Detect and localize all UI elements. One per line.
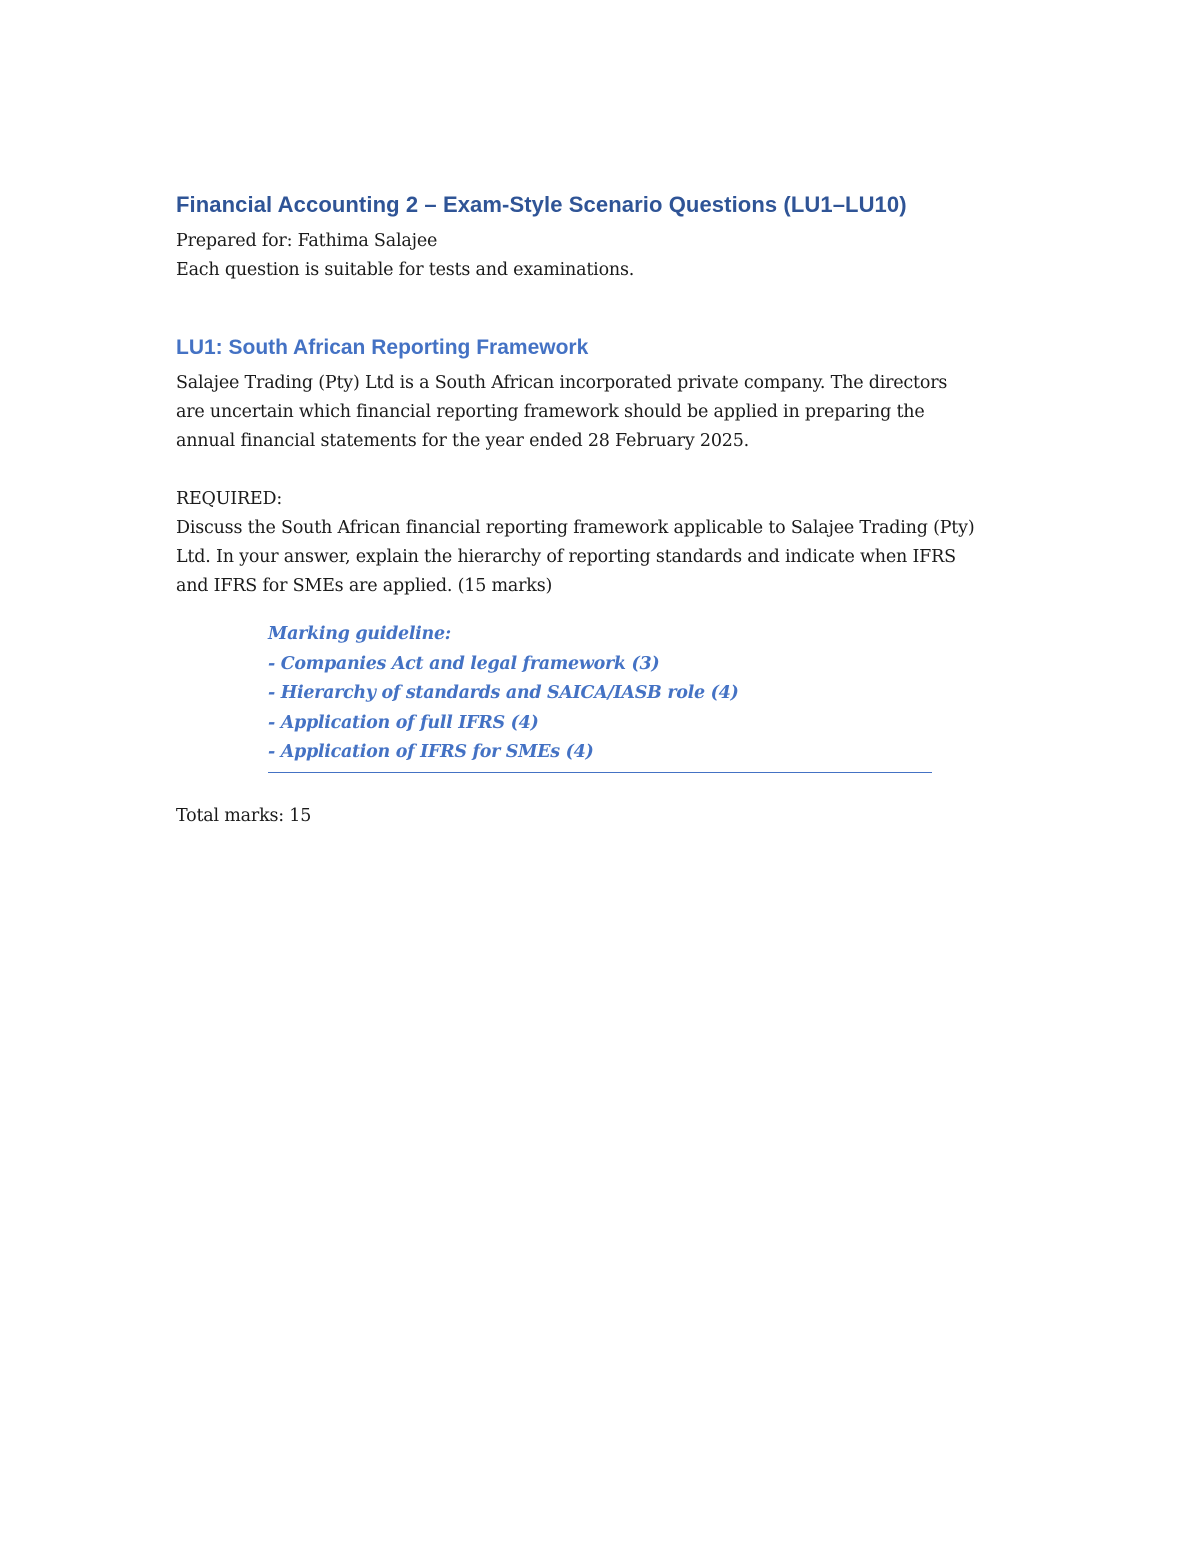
scenario-line: Salajee Trading (Pty) Ltd is a South African incorporated private company. The directors [176,373,948,393]
scenario-line: are uncertain which financial reporting framework should be applied in preparing the [176,402,925,422]
required-line: Discuss the South African financial reporting framework applicable to Salajee Trading (Pty) [176,518,975,538]
document-title: Financial Accounting 2 – Exam-Style Scenario Questions (LU1–LU10) [176,192,907,217]
suitability-line: Each question is suitable for tests and examinations. [176,260,635,280]
marking-guideline-item: - Hierarchy of standards and SAICA/IASB role (4) [268,683,739,703]
required-line: and IFRS for SMEs are applied. (15 marks) [176,576,553,596]
required-label: REQUIRED: [176,489,283,509]
section-heading-lu1: LU1: South African Reporting Framework [176,336,589,359]
prepared-for-line: Prepared for: Fathima Salajee [176,231,438,251]
marking-guideline-item: - Application of full IFRS (4) [268,712,539,733]
scenario-line: annual financial statements for the year ended 28 February 2025. [176,431,749,451]
marking-guideline-box [268,620,932,773]
marking-guideline-item: - Application of IFRS for SMEs (4) [268,742,594,762]
required-line: Ltd. In your answer, explain the hierarchy of reporting standards and indicate when IFRS [176,547,956,567]
marking-guideline-item: - Companies Act and legal framework (3) [268,653,660,674]
total-marks: Total marks: 15 [176,806,312,826]
marking-guideline-label: Marking guideline: [268,624,451,644]
